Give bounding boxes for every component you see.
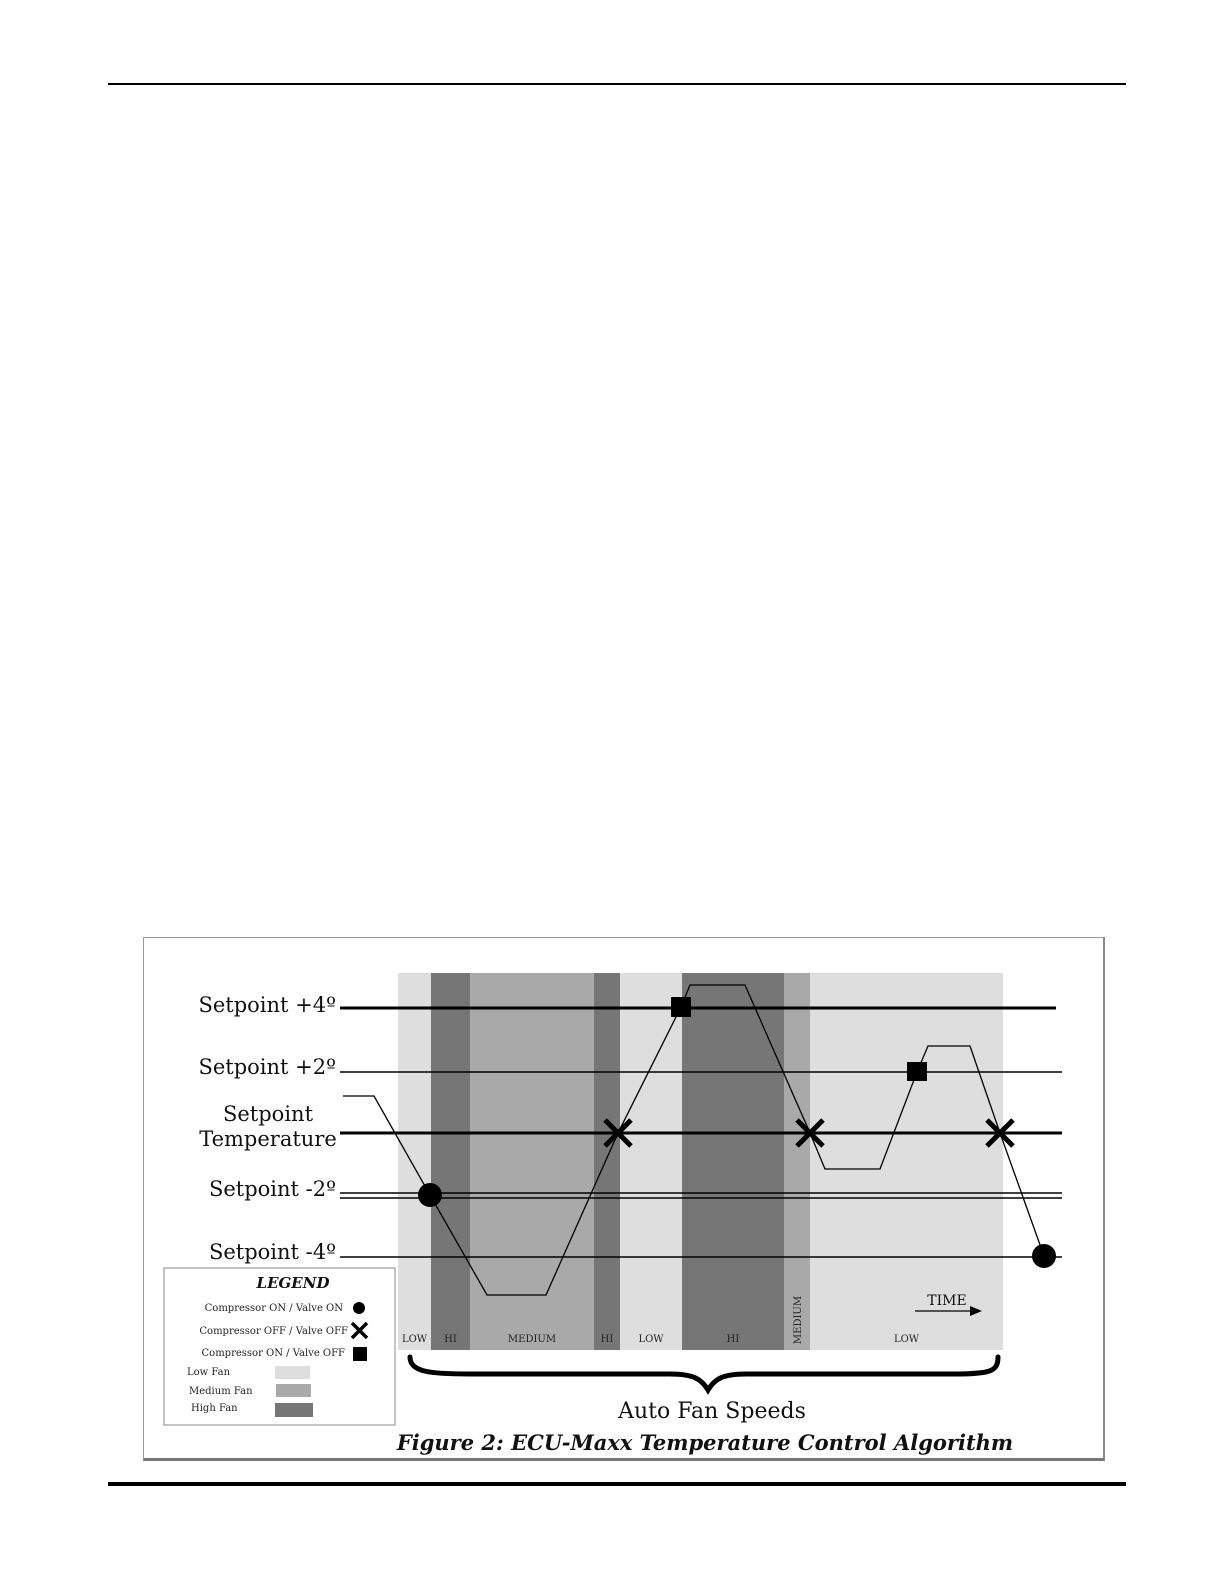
label-setpoint-line1: Setpoint [222, 1102, 314, 1126]
fan-zone-label-3: MEDIUM [507, 1334, 557, 1345]
marker-compressor-on-valve-off-1 [671, 997, 691, 1017]
auto-fan-brace [410, 1357, 998, 1390]
legend-item-low-label: Low Fan [187, 1367, 231, 1378]
fan-zone-label-6: HI [726, 1334, 740, 1345]
footer-rule [108, 1482, 1126, 1486]
legend-item-square-label: Compressor ON / Valve OFF [201, 1348, 345, 1359]
fan-zone-label-4: HI [600, 1334, 614, 1345]
label-plus2: Setpoint +2º [198, 1055, 336, 1079]
fan-zone-high-4 [594, 973, 620, 1350]
legend-square-icon [353, 1347, 367, 1361]
legend-item-circle-label: Compressor ON / Valve ON [204, 1303, 343, 1314]
label-setpoint-line2: Temperature [199, 1127, 337, 1151]
label-minus2: Setpoint -2º [208, 1177, 336, 1201]
fan-zone-label-5: LOW [638, 1334, 664, 1345]
legend-low-swatch [275, 1366, 310, 1379]
time-label: TIME [927, 1293, 967, 1309]
fan-zone-medium-3 [470, 973, 594, 1350]
legend-item-high-label: High Fan [191, 1403, 238, 1414]
fan-zone-low-5 [620, 973, 682, 1350]
marker-compressor-on-valve-on-1 [418, 1183, 442, 1207]
marker-compressor-on-valve-off-2 [907, 1062, 927, 1081]
label-plus4: Setpoint +4º [198, 993, 336, 1017]
legend-high-swatch [275, 1403, 313, 1417]
fan-zone-label-1: LOW [401, 1334, 428, 1345]
fan-zones [398, 973, 1003, 1350]
legend-item-medium-label: Medium Fan [189, 1386, 253, 1397]
setpoint-labels [198, 993, 336, 1264]
marker-compressor-on-valve-on-2 [1032, 1244, 1056, 1268]
legend [164, 1268, 395, 1425]
legend-title: LEGEND [256, 1274, 330, 1292]
legend-medium-swatch [276, 1384, 311, 1397]
fan-zone-label-8: LOW [893, 1334, 920, 1345]
figure-caption: Figure 2: ECU-Maxx Temperature Control Algorithm [396, 1430, 1014, 1455]
label-minus4: Setpoint -4º [208, 1240, 336, 1264]
fan-zone-high-2 [431, 973, 470, 1350]
legend-item-x-label: Compressor OFF / Valve OFF [199, 1326, 348, 1337]
fan-zone-label-2: HI [444, 1334, 457, 1345]
fan-zone-low-8 [810, 973, 1003, 1350]
fan-zone-high-6 [682, 973, 784, 1350]
fan-zone-medium-7 [784, 973, 810, 1350]
fan-zone-label-7: MEDIUM [793, 1295, 804, 1345]
fan-zone-low-1 [398, 973, 431, 1350]
legend-circle-icon [353, 1302, 365, 1314]
brace-label: Auto Fan Speeds [618, 1399, 806, 1424]
